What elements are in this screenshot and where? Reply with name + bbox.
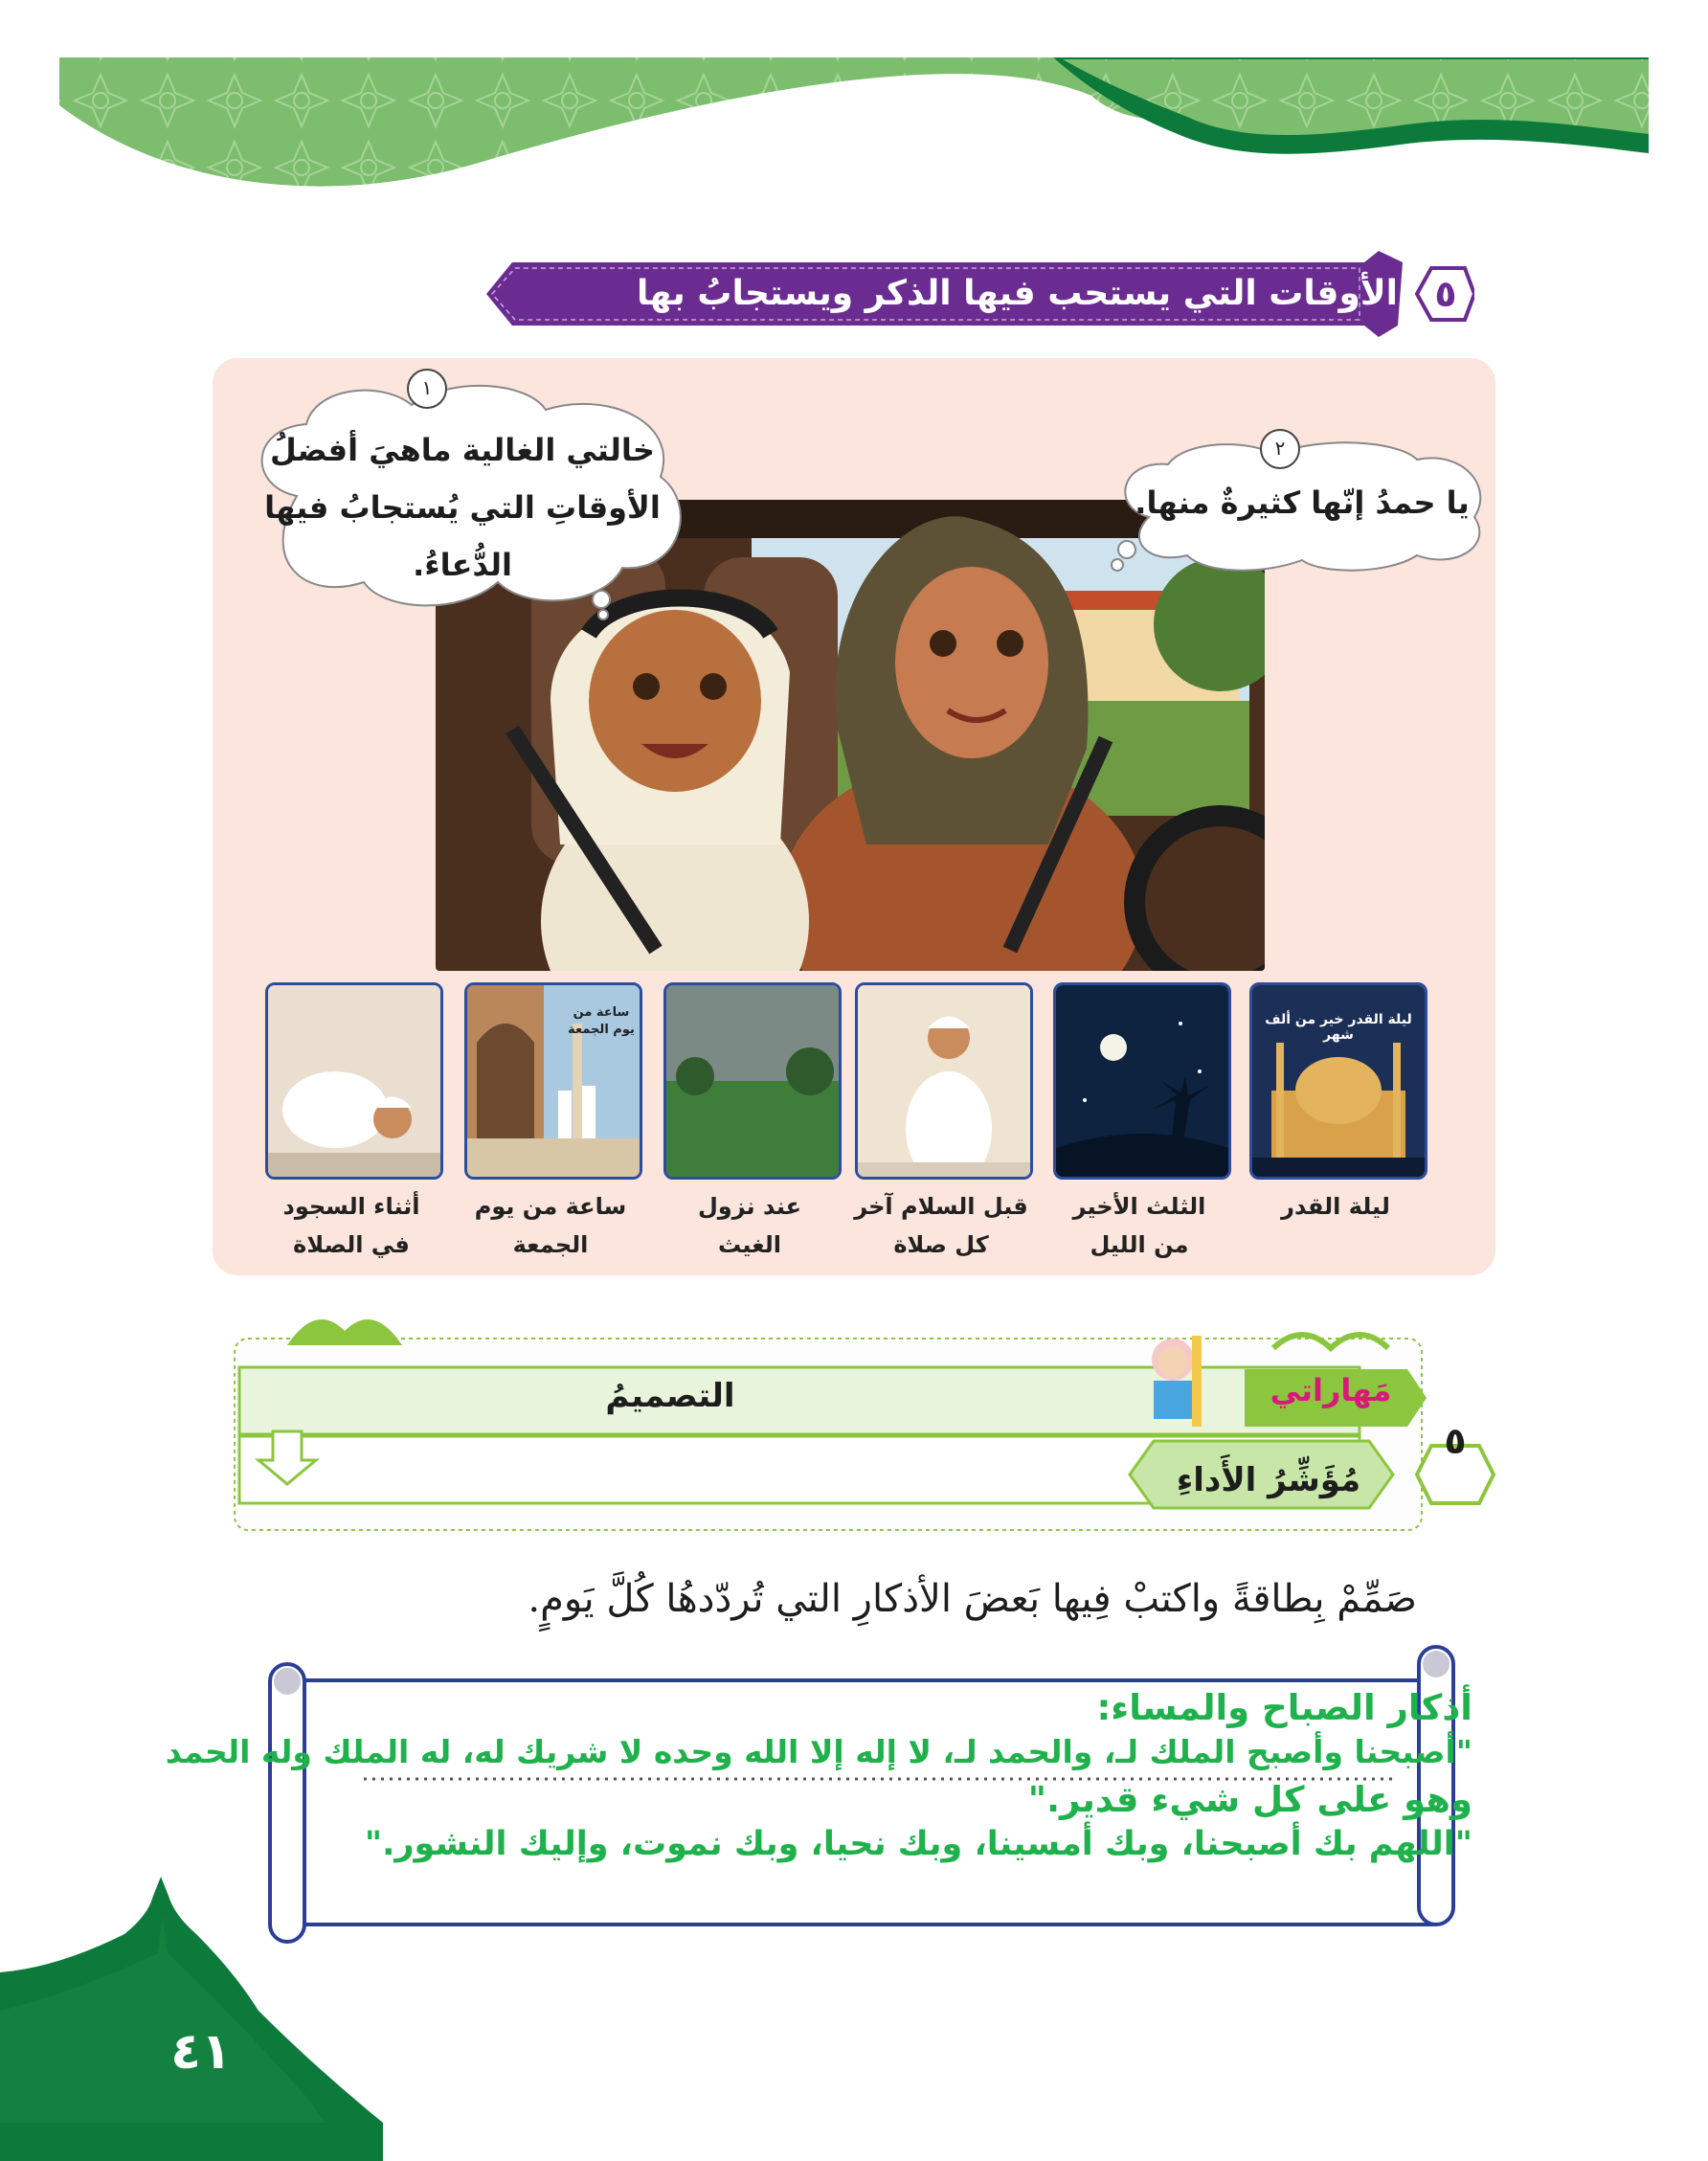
caption-sujood <box>256 1187 447 1264</box>
section-number: ٥ <box>1434 273 1457 315</box>
scroll-line: "أصبحنا وأصبح الملك لـ، والحمد لـ، لا إله إلا الله وحده لا شريك له، له الملك وله الحمد <box>165 1733 1472 1770</box>
caption-line: الجمعة <box>512 1231 589 1258</box>
scroll-line: "اللهم بك أصبحنا، وبك أمسينا، وبك نحيا، وبك نموت، وإليك النشور." <box>364 1825 1472 1863</box>
skills-number: ٥ <box>1444 1420 1467 1462</box>
thumb-rain <box>663 982 842 1180</box>
caption-line: من الليل <box>1090 1231 1189 1258</box>
caption-line: أثناء السجود <box>282 1193 420 1220</box>
caption-line: الثلث الأخير <box>1072 1193 1206 1220</box>
speech-line: يا حمدُ إنّها كثيرةٌ منها. <box>1135 484 1470 521</box>
header-banner <box>0 0 1708 230</box>
page-number: ٤١ <box>170 2023 232 2081</box>
skill-name: التصميمُ <box>605 1377 735 1415</box>
caption-line: في الصلاة <box>293 1231 410 1258</box>
caption-line: كل صلاة <box>893 1231 989 1258</box>
girl-reading-icon <box>1152 1336 1202 1427</box>
dialogue-badge-2: ٢ <box>1260 429 1300 469</box>
caption-line: ليلة القدر <box>1281 1193 1390 1220</box>
thumb-friday-hour <box>464 982 642 1180</box>
speech-text-1 <box>257 421 668 594</box>
caption-rain <box>654 1187 845 1264</box>
caption-before-salam <box>845 1187 1037 1264</box>
scroll-line: وهو على كل شيء قدير." <box>1027 1779 1472 1820</box>
scroll-heading: أذكار الصباح والمساء: <box>1096 1687 1472 1728</box>
speech-cloud-2-tail <box>1106 536 1144 574</box>
thumb-before-salam <box>855 982 1033 1180</box>
section-title: الأوقات التي يستحب فيها الذكر ويستجابُ بها <box>636 274 1398 313</box>
skills-badge: مَهاراتي <box>1270 1372 1392 1408</box>
caption-line: الغيث <box>718 1231 781 1258</box>
boy-praying-image <box>858 985 1030 1177</box>
rain-field-image <box>666 985 839 1177</box>
caption-line: ساعة من يوم <box>474 1193 627 1220</box>
caption-line: قبل السلام آخر <box>854 1193 1028 1220</box>
thumb-laylat-al-qadr <box>1249 982 1427 1180</box>
thumb-sujood <box>265 982 443 1180</box>
speech-text-2 <box>1130 479 1474 527</box>
speech-line: الدُّعاءُ. <box>413 547 512 583</box>
dialogue-badge-1: ١ <box>407 369 447 409</box>
caption-line: عند نزول <box>697 1193 802 1220</box>
caption-last-third <box>1044 1187 1235 1264</box>
caption-laylat-al-qadr <box>1240 1187 1431 1226</box>
instruction-text: صَمِّمْ بِطاقةً واكتبْ فِيها بَعضَ الأذكارِ التي تُردّدهُا كُلَّ يَومٍ. <box>528 1577 1417 1621</box>
speech-line: خالتي الغالية ماهيَ أفضلُ <box>270 432 655 468</box>
thumb-last-third-of-night <box>1053 982 1231 1180</box>
night-sky-image <box>1056 985 1228 1177</box>
thumb-overlay-text: ساعة من يوم الجمعة <box>568 1005 635 1037</box>
boy-prostrating-image <box>268 985 440 1177</box>
caption-friday <box>455 1187 646 1264</box>
speech-line: الأوقاتِ التي يُستجابُ فيها <box>264 489 661 526</box>
thumb-overlay-text: ليلة القدر خير من ألف شهر <box>1265 1012 1412 1043</box>
performance-indicator-label: مُؤَشِّرُ الأَداءِ <box>1176 1461 1361 1499</box>
